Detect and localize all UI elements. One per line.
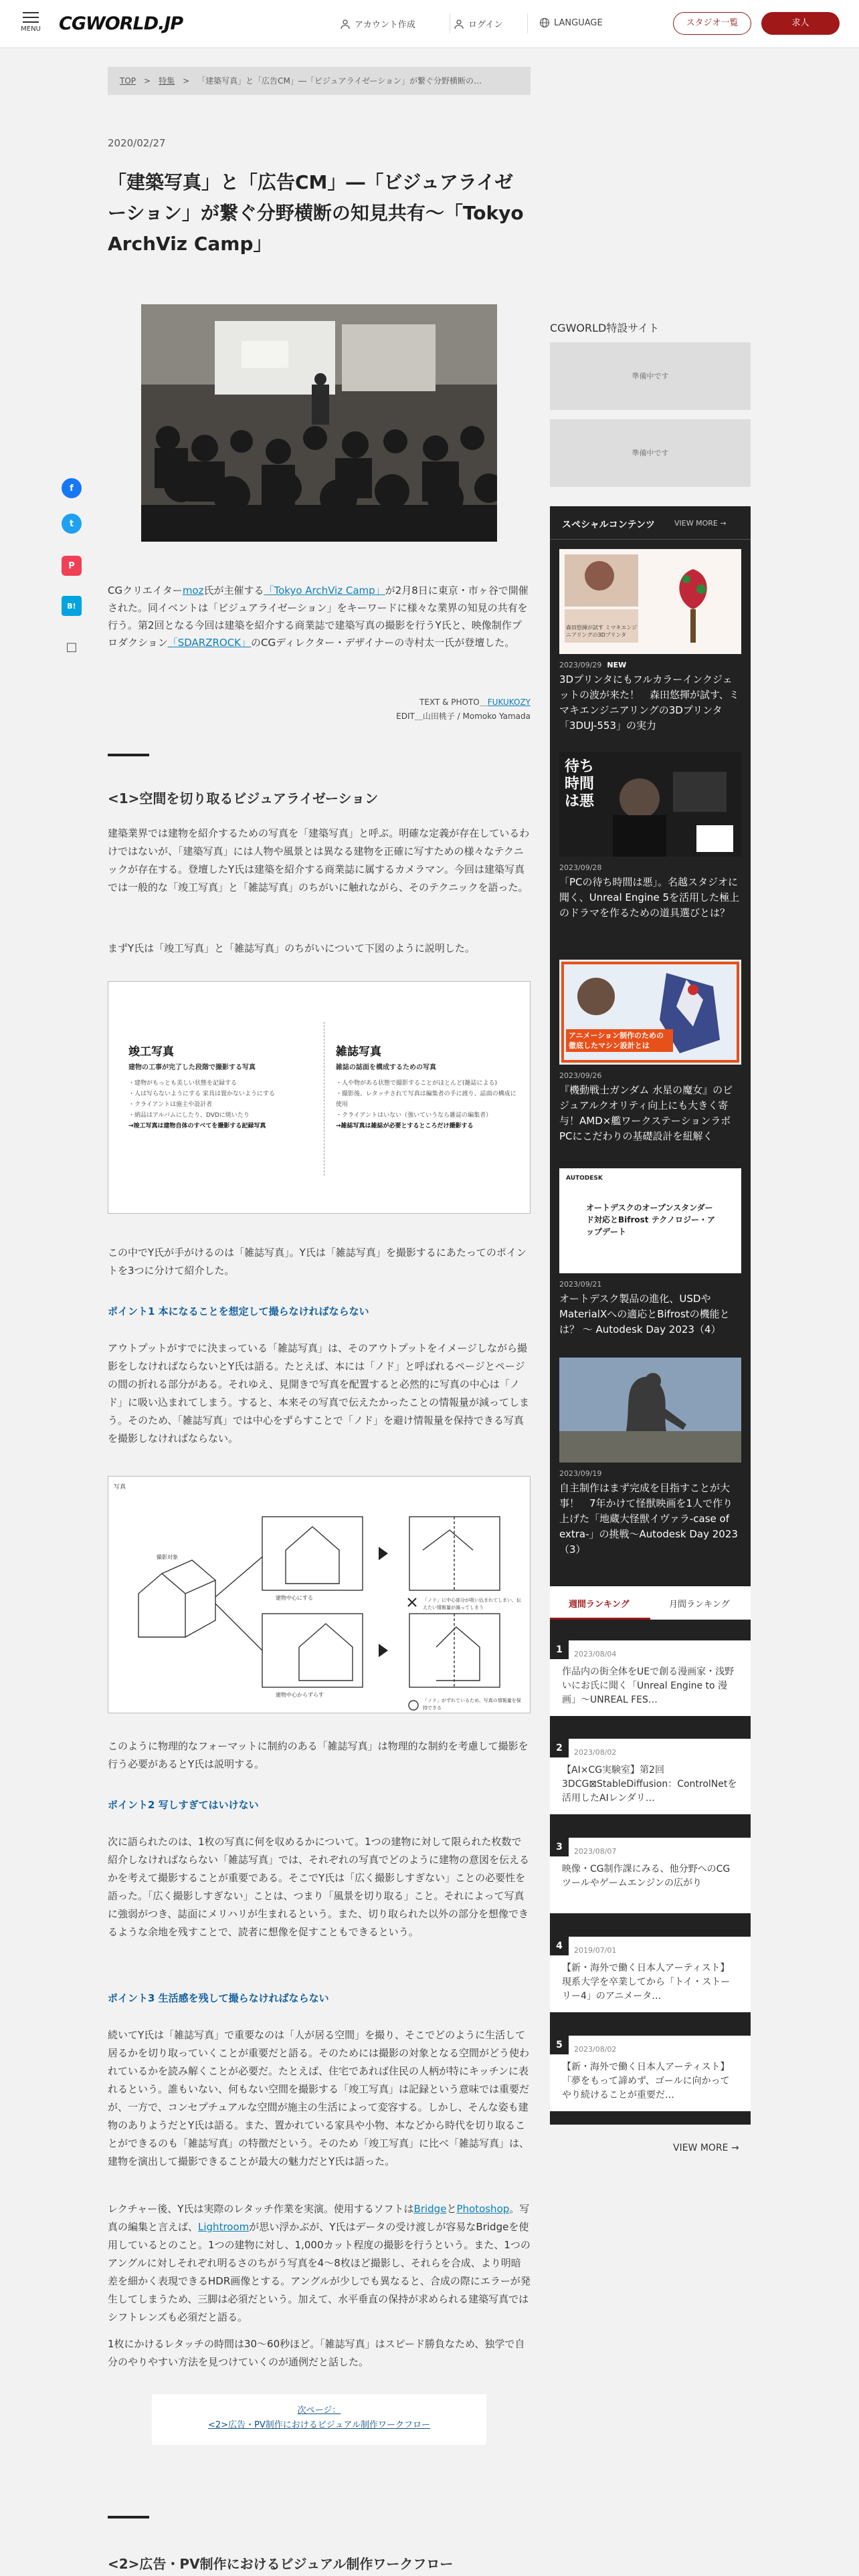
rank-title: 【新・海外で働く日本人アーティスト】現系大学を卒業してから「トイ・ストーリー4」のアニメータ… (562, 1963, 731, 2002)
diagram-left-title: 竣工写真 (128, 1045, 174, 1059)
article-date: 2020/02/27 (108, 137, 166, 149)
active-tab-indicator (550, 1618, 650, 1620)
section1-paragraph: まずY氏は「竣工写真」と「雑誌写真」のちがいについて下図のように説明した。 (108, 942, 475, 954)
credit-text: TEXT & PHOTO＿ (419, 697, 488, 707)
rank-number: 4 (550, 1937, 569, 1955)
diagram-item: ・クライアントはいない（強いていうなら雑誌の編集者） (336, 1112, 492, 1119)
globe-icon (539, 17, 550, 28)
card-thumbnail (559, 1168, 741, 1273)
menu-button[interactable] (17, 11, 44, 39)
retouch-text: レクチャー後、Y氏は実際のレタッチ作業を実演。使用するソフトは (108, 2203, 414, 2215)
lightroom-link[interactable]: Lightroom (198, 2221, 250, 2233)
breadcrumb-current: 「建築写真」と「広告CM」―「ビジュアライゼーション」が繋ぐ分野横断の… (197, 76, 482, 86)
diagram-item: ・クライアントは施主や設計者 (128, 1101, 213, 1108)
menu-label: MENU (21, 25, 41, 33)
card-date: 2023/09/19 (559, 1469, 602, 1478)
chevron-right-icon: > (144, 76, 151, 86)
card-thumbnail-image (559, 1358, 741, 1463)
card-date: 2023/09/26 (559, 1071, 602, 1080)
card-thumbnail (559, 1358, 741, 1463)
card-date: 2023/09/21 (559, 1280, 602, 1289)
breadcrumb-top[interactable]: TOP (120, 76, 136, 86)
special-view-more-link[interactable]: VIEW MORE → (674, 519, 727, 528)
rank-title: 【AI×CG実験室】第2回 3DCG⊠StableDiffusion：ControlNetを活用したAIレンダリ… (562, 1765, 737, 1804)
section2-heading: <2>広告・PV制作におけるビジュアル制作ワークフロー (108, 2556, 454, 2572)
card-title: オートデスク製品の進化、USDやMaterialXへの適応とBifrostの機能とは？ ～ Autodesk Day 2023（4） (559, 1293, 730, 1335)
twitter-share-icon[interactable]: t (62, 514, 82, 534)
retouch-text: が思い浮かぶが、Y氏はデータの受け渡しが容易なBridgeを使用しているとのこと。1つの建物に対し、1,000カット程度の撮影を行うという。また、1つのアングルに対しそれぞれ明るさのちがう写真を4～8枚ほど撮影し、それらを合成、より明暗差を細かく表現できるHDR画像とする。アングルが少しでも異なると、合成の際にエラーが発生してしまうため、三脚は必須だという。加えて、水平垂直の保持が求められる建築写真ではシフトレンズも必須だと語る。 (108, 2221, 531, 2323)
special-card[interactable] (559, 1168, 741, 1337)
card-date-line (559, 661, 741, 669)
seminar-photo-image (141, 304, 497, 542)
diagram-item: ・建物がもっとも美しい状態を記録する (128, 1080, 237, 1087)
diagram-photo-types (108, 981, 531, 1214)
lead-text: が2月8日に東京・市ヶ谷で開催された。同イベントは「ビジュアライゼーション」をキーワードに様々な業界の知見の共有を行う。第2回となる今回は建築を紹介する商業誌で建築写真の撮影を行うY氏と、映像制作プロダクション (108, 584, 529, 649)
rank-date: 2023/08/04 (574, 1650, 617, 1658)
card-title: 「PCの待ち時間は悪」。名越スタジオに聞く、Unreal Engine 5を活用した極上のドラマを作るための道具選びとは？ (559, 876, 740, 919)
facebook-share-icon[interactable]: f (62, 478, 82, 498)
point2-paragraph: 次に語られたのは、1枚の写真に何を収めるかについて。1つの建物に対して限られた枚数で紹介しなければならない「雑誌写真」では、それぞれの写真でどのように建物の意図を伝えるかを考えて撮影することが重要である。そこでY氏は「広く撮影しすぎない」ことの必要性を語った。「広く撮影しすぎない」ことは、つまり「風景を切り取る」こと。それによって写真に強弱がつき、誌面にメリハリが生まれるという。また、切り取られた以外の部分を想像できるような余地を残すことで、読者に想像を促すこともできるという。 (108, 1836, 530, 1938)
section1-paragraph: この中でY氏が手がけるのは「雑誌写真」。Y氏は「雑誌写真」を撮影するにあたってのポイントを3つに分けて紹介した。 (108, 1247, 527, 1277)
rank-date: 2023/08/02 (574, 2045, 617, 2054)
login-link[interactable] (454, 17, 502, 30)
pocket-share-icon[interactable]: P (62, 556, 82, 576)
point3-paragraph: 続いてY氏は「雑誌写真」で重要なのは「人が居る空間」を撮り、そこでどのように生活して居るかを切り取っていくことが重要だと語る。そのためには撮影の対象となる空間がどう使われているかを読み解くことが必要だ。たとえば、住宅であれば住民の人柄が特にキッチンに表れるという。誰もいない、何もない空間を撮影する「竣工写真」は記録という意味では重要だが、一方で、コンセプチュアルな空間が施主の生活によって変容する。しかし、そんな姿も建物のありようだとY氏は語る。また、置かれている家具や小物、本などから時代を切り取ることができるのも「雑誌写真」の特徴だという。そのため「竣工写真」に比べ「雑誌写真」は、建物を演出して撮影できることが最大の魅力だとY氏は語った。 (108, 2029, 530, 2167)
diagram-caption-top: 建物中心にする (276, 1595, 313, 1601)
special-card[interactable] (559, 1358, 741, 1558)
special-contents-header (550, 506, 751, 540)
card-thumb-caption: アニメーション制作のための徹底したマシン設計とは (566, 1029, 673, 1052)
account-create-link[interactable] (340, 17, 415, 30)
point3-heading: ポイント3 生活感を残して撮らなければならない (108, 1992, 329, 2004)
diagram-right-items (336, 1078, 516, 1132)
header-divider (527, 13, 528, 33)
diagram-conclusion: →雑誌写真は雑誌が必要とするところだけ撮影する (336, 1123, 474, 1130)
language-label: LANGUAGE (554, 17, 603, 28)
diagram-note-top: 「ノド」に中心部分が吸い込まれてしまい、伝えたい情報量が減ってしまう (423, 1598, 521, 1610)
ranking-item[interactable] (550, 2036, 751, 2111)
card-title: 3Dプリンタにもフルカラーインクジェットの波が来た！ 森田悠揮が試す、ミマキエンジニアリングの3Dプリンタ「3DUJ-553」の実力 (559, 673, 739, 732)
moz-link[interactable]: moz (182, 584, 204, 597)
diagram-caption-bottom: 建物中心からずらす (276, 1692, 324, 1698)
breadcrumb-feature[interactable]: 特集 (159, 76, 175, 86)
next-page-title: <2>広告・PV制作におけるビジュアル制作ワークフロー (207, 2420, 430, 2430)
diagram-right-sub: 雑誌の誌面を構成するための写真 (336, 1064, 436, 1071)
diagram-left-items (128, 1078, 322, 1132)
rank-number: 1 (550, 1640, 569, 1659)
rank-title: 【新・海外で働く日本人アーティスト】「夢をもって諦めず、ゴールに向かってやり続けることが重要だ… (562, 2062, 730, 2101)
special-sites-label: CGWORLD特設サイト (550, 322, 660, 334)
card-title: 『機動戦士ガンダム 水星の魔女』のビジュアルクオリティ向上にも大きく寄与！AMD×艦ワークステーションラボPCにこだわりの基礎設計を紐解く (559, 1084, 733, 1142)
gutter-diagram-graphic (108, 1477, 530, 1713)
site-logo[interactable]: CGWORLD.JP (59, 13, 183, 34)
ad-slot[interactable]: 準備中です (550, 419, 751, 487)
fukukozy-link[interactable]: FUKUKOZY (487, 697, 531, 707)
article-title: 「建築写真」と「広告CM」―「ビジュアライゼーション」が繋ぐ分野横断の知見共有～「Tokyo ArchViz Camp」 (108, 171, 524, 255)
diagram-gutter (108, 1476, 531, 1713)
diagram-item: ・撮影後、レタッチされて写真は編集者の手に渡り、誌面の構成に使用 (336, 1091, 516, 1108)
card-thumb-caption: オートデスクのオープンスタンダード対応とBifrost テクノロジー・アップデート (586, 1203, 715, 1237)
ranking-view-more-link[interactable]: VIEW MORE → (673, 2143, 739, 2153)
lead-text: 氏が主催する (203, 584, 264, 597)
diagram-item: ・納品はアルバムにしたり、DVDに焼いたり (128, 1112, 250, 1119)
diagram-right-column (336, 1042, 516, 1132)
card-thumb-caption: 待ち時間は悪 (565, 758, 595, 810)
rank-date: 2023/08/02 (574, 1748, 617, 1757)
user-icon (340, 19, 351, 29)
breadcrumb (108, 67, 531, 95)
point1-paragraph: アウトプットがすでに決まっている「雑誌写真」は、そのアウトプットをイメージしながら撮影をしなければならないとY氏は語る。たとえば、本には「ノド」と呼ばれるページとページの間の折れる部分がある。それゆえ、見開きで写真を配置すると必然的に写真の中心は「ノド」に吸い込まれてしまう。すると、本来その写真で伝えたかったことの情報量が減ってしまう。そのため、「雑誌写真」では中心をずらすことで「ノド」を避け情報量を保持できる写真を撮影しなければならない。 (108, 1342, 530, 1444)
special-card[interactable] (559, 960, 741, 1144)
section1-paragraph: 建築業界では建物を紹介するための写真を「建築写真」と呼ぶ。明確な定義が存在しているわけではないが、「建築写真」には人物や風景とは異なる建物を正確に写すための様々なテクニックが存在する。登壇したY氏は建築を紹介する商業誌に属するカメラマン。今回は建築写真では一般的な「竣工写真」と「雑誌写真」のちがいに触れながら、そのテクニックを語った。 (108, 827, 530, 893)
card-thumbnail (559, 960, 741, 1065)
card-date-line (559, 1280, 741, 1289)
card-date: 2023/09/29 (559, 661, 602, 669)
special-card[interactable] (559, 752, 741, 921)
card-thumb-caption: 森田悠揮が試す ミマキエンジニアリングの3Dプリンタ (566, 625, 638, 638)
section1-heading: <1>空間を切り取るビジュアライゼーション (108, 790, 379, 807)
card-date-line (559, 863, 741, 872)
new-badge: NEW (607, 661, 627, 669)
autodesk-logo: AUTODESK (566, 1175, 603, 1182)
job-button[interactable]: 求人 (761, 12, 840, 35)
next-page-label: 次ページ： (297, 2405, 341, 2416)
ranking-item[interactable] (550, 1937, 751, 2012)
rank-number: 2 (550, 1739, 569, 1757)
studio-list-button[interactable]: スタジオ一覧 (673, 12, 751, 35)
tokyo-archviz-camp-link[interactable]: 「Tokyo ArchViz Camp」 (264, 584, 385, 597)
lead-text: CGクリエイター (108, 584, 183, 597)
ranking-item[interactable] (550, 1838, 751, 1913)
user-icon (454, 19, 464, 29)
retouch-text: 。写真の編集と言えば、 (108, 2203, 530, 2233)
rank-date: 2023/08/07 (574, 1847, 617, 1856)
ranking-item[interactable] (550, 1739, 751, 1814)
login-label: ログイン (468, 20, 503, 30)
section-rule (108, 2516, 149, 2518)
retouch-text: と (446, 2203, 457, 2215)
diagram-tag: 写真 (114, 1484, 126, 1491)
tab-monthly-ranking[interactable]: 月間ランキング (669, 1600, 730, 1610)
hamburger-icon (23, 12, 39, 23)
card-title: 自主制作はまず完成を目指すことが大事！ 7年かけて怪獣映画を1人で作り上げた「地蔵大怪獣イヴァラ-case of extra-」の挑戦～Autodesk Day 2023（3） (559, 1482, 738, 1555)
diagram-right-title: 雑誌写真 (336, 1045, 381, 1059)
rank-number: 3 (550, 1838, 569, 1856)
diagram-house-label: 撮影対象 (157, 1554, 178, 1560)
diagram-conclusion: →竣工写真は建物自体のすべてを撮影する記録写真 (128, 1123, 266, 1130)
rank-date: 2019/07/01 (574, 1946, 617, 1955)
sdarzrock-link[interactable]: 「SDARZROCK」 (167, 637, 252, 649)
point2-heading: ポイント2 写しすぎてはいけない (108, 1799, 259, 1811)
rank-title: 作品内の街全体をUEで創る漫画家・浅野いにお氏に聞く「Unreal Engine to 漫画」～UNREAL FES… (562, 1667, 735, 1705)
card-date: 2023/09/28 (559, 863, 602, 872)
card-date-line (559, 1469, 741, 1478)
hero-photo (141, 304, 497, 542)
section1-paragraph: このように物理的なフォーマットに制約のある「雑誌写真」は物理的な制約を考慮して撮影を行う必要があるとY氏は説明する。 (108, 1740, 529, 1770)
account-create-label: アカウント作成 (355, 20, 415, 30)
chevron-right-icon: > (183, 76, 190, 86)
credit-editor: EDIT＿山田桃子 / Momoko Yamada (396, 712, 531, 721)
language-selector[interactable] (539, 17, 603, 28)
ad-slot[interactable]: 準備中です (550, 342, 751, 410)
site-header (0, 0, 859, 48)
retouch-paragraph: 1枚にかけるレタッチの時間は30～60秒ほど。「雑誌写真」はスピード勝負なため、独学で自分のやりやすい方法を見つけていくのが通例だと話した。 (108, 2338, 525, 2368)
ranking-item[interactable] (550, 1640, 751, 1716)
point1-heading: ポイント1 本になることを想定して撮らなければならない (108, 1305, 369, 1317)
card-date-line (559, 1071, 741, 1080)
ranking-tabs (550, 1586, 751, 1620)
diagram-item: ・人や物がある状態で撮影することがほとんど(雑誌による) (336, 1080, 498, 1087)
bookmark-icon[interactable]: □ (66, 639, 78, 654)
lead-text: のCGディレクター・デザイナーの寺村太一氏が登壇した。 (251, 637, 515, 649)
rank-title: 映像・CG制作課にみる、他分野へのCGツールやゲームエンジンの広がり (562, 1864, 731, 1889)
special-card[interactable] (559, 549, 741, 734)
section-rule (108, 754, 149, 756)
retouch-paragraph (108, 2200, 531, 2327)
article-credit (108, 695, 531, 724)
next-page-link[interactable] (152, 2394, 486, 2445)
card-thumbnail (559, 549, 741, 654)
photoshop-link[interactable]: Photoshop (456, 2203, 510, 2215)
special-contents-title: スペシャルコンテンツ (562, 520, 656, 530)
hatena-share-icon[interactable]: B! (62, 596, 82, 616)
bridge-link[interactable]: Bridge (413, 2203, 447, 2215)
diagram-item: ・人は写らないようにする 家具は置かないようにする (128, 1091, 275, 1097)
diagram-left-column (128, 1042, 322, 1132)
tab-weekly-ranking[interactable]: 週間ランキング (569, 1600, 630, 1610)
diagram-left-sub: 建物の工事が完了した段階で撮影する写真 (128, 1064, 256, 1071)
diagram-note-bottom: 「ノド」がずれているため、写真の情報量を保持できる (423, 1698, 521, 1711)
lead-paragraph (108, 582, 531, 651)
rank-number: 5 (550, 2036, 569, 2054)
card-thumbnail (559, 752, 741, 857)
